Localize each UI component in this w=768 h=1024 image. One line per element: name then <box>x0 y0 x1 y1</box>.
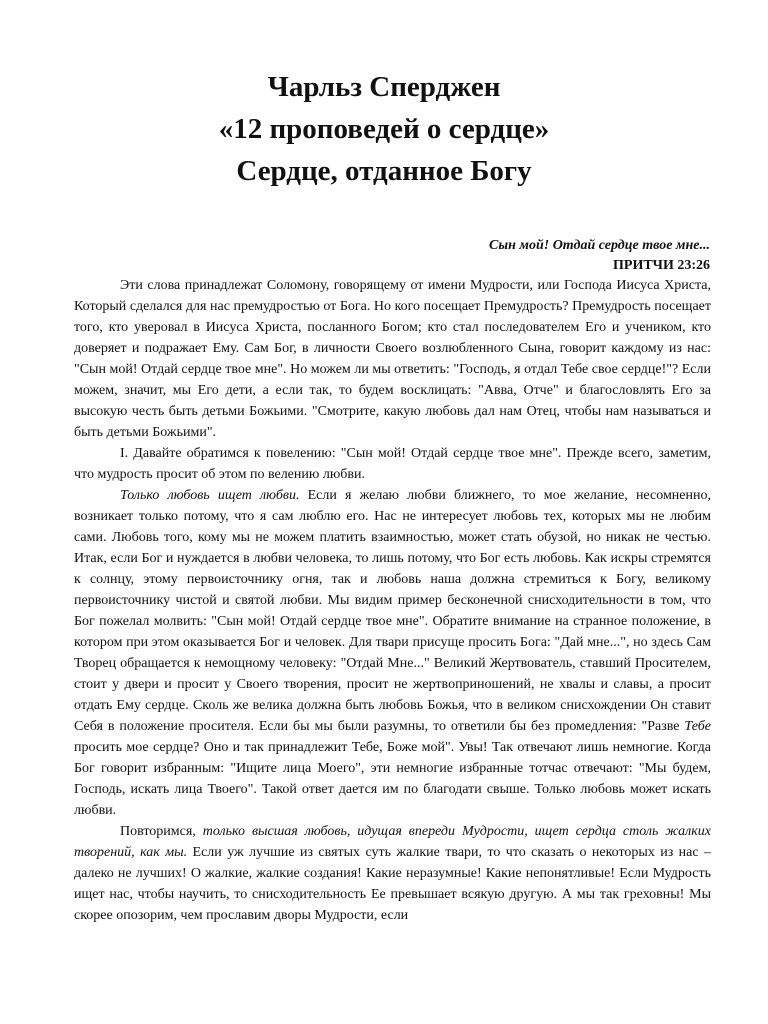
paragraph-2: I. Давайте обратимся к повелению: "Сын мой! Отдай сердце твое мне". Прежде всего, заметим, что мудрость просит об этом по велению любви. <box>74 446 711 482</box>
epigraph <box>489 236 710 276</box>
sermon-title: Сердце, отданное Богу <box>236 155 532 187</box>
epigraph-source: ПРИТЧИ 23:26 <box>613 258 710 273</box>
paragraph-4-italic: только высшая любовь, идущая впереди Мудрости, ищет сердца столь жалких творений, как мы. <box>74 824 711 860</box>
paragraph-3-text-b: просить мое сердце? Оно и так принадлежит Тебе, Боже мой". Увы! Так отвечают лишь немногие. Когда Бог говорит избранным: "Ищите лица Моего", эти немногие избранные тотчас отвечают: "Мы будем, Господь, искать лица Твоего". Такой ответ дается им по благодати свыше. Только любовь может искать любви. <box>74 740 711 818</box>
title-block <box>0 66 768 192</box>
paragraph-3-italic-word: Тебе <box>684 719 711 734</box>
paragraph-3-italic-lead: Только любовь ищет любви. <box>120 488 300 503</box>
body-text <box>74 275 711 926</box>
paragraph-1: Эти слова принадлежат Соломону, говорящему от имени Мудрости, или Господа Иисуса Христа, Который сделался для нас премудростью от Бога. Но кого посещает Премудрость? Премудрость посещает того, кто уверовал в Иисуса Христа, посланного Богом; кто стал последователем Его и учеником, кто доверяет и подражает Ему. Сам Бог, в личности Своего возлюбленного Сына, говорит каждому из нас: "Сын мой! Отдай сердце твое мне". Но можем ли мы ответить: "Господь, я отдал Тебе свое сердце!"? Если можем, значит, мы Его дети, а если так, то будем восклицать: "Авва, Отче" и благословлять Его за высокую честь быть детьми Божьими. "Смотрите, какую любовь дал нам Отец, чтобы нам называться и быть детьми Божьими". <box>74 278 711 440</box>
collection-title: «12 проповедей о сердце» <box>218 113 550 145</box>
paragraph-4-text-b: Если уж лучшие из святых суть жалкие твари, то что сказать о некоторых из нас – далеко не лучших! О жалкие, жалкие создания! Какие неразумные! Какие непонятливые! Если Мудрость ищет нас, чтобы научить, то снисходительность Ее превышает всякую другую. А мы так греховны! Мы скорее опозорим, чем прославим дворы Мудрости, если <box>74 845 711 923</box>
paragraph-4-text-a: Повторимся, <box>120 824 203 839</box>
paragraph-3-text-a: Если я желаю любви ближнего, то мое желание, несомненно, возникает только потому, что я сам люблю его. Нас не интересует любовь тех, которых мы не любим сами. Любовь того, кому мы не можем платить взаимностью, может стать обузой, но никак не честью. Итак, если Бог и нуждается в любви человека, то лишь потому, что Бог есть любовь. Как искры стремятся к солнцу, этому первоисточнику огня, так и любовь наша должна стремиться к Богу, великому первоисточнику чистой и святой любви. Мы видим пример бесконечной снисходительности в том, что Бог пожелал молвить: "Сын мой! Отдай сердце твое мне". Обратите внимание на странное положение, в котором при этом оказывается Бог и человек. Для твари присуще просить Бога: "Дай мне...", но здесь Сам Творец обращается к немощному человеку: "Отдай Мне..." Великий Жертвователь, ставший Просителем, стоит у двери и просит у Своего творения, просит не жертвоприношений, не хвалы и славы, а просит отдать Ему сердце. Сколь же велика должна быть любовь Божья, что в великом снисхождении Он ставит Себя в положение просителя. Если бы мы были разумны, то ответили бы без промедления: "Разве <box>74 488 711 734</box>
paragraph-4 <box>74 821 711 926</box>
paragraph-3 <box>74 485 711 821</box>
epigraph-quote: Сын мой! Отдай сердце твое мне... <box>489 238 710 253</box>
author-title: Чарльз Сперджен <box>267 71 501 103</box>
